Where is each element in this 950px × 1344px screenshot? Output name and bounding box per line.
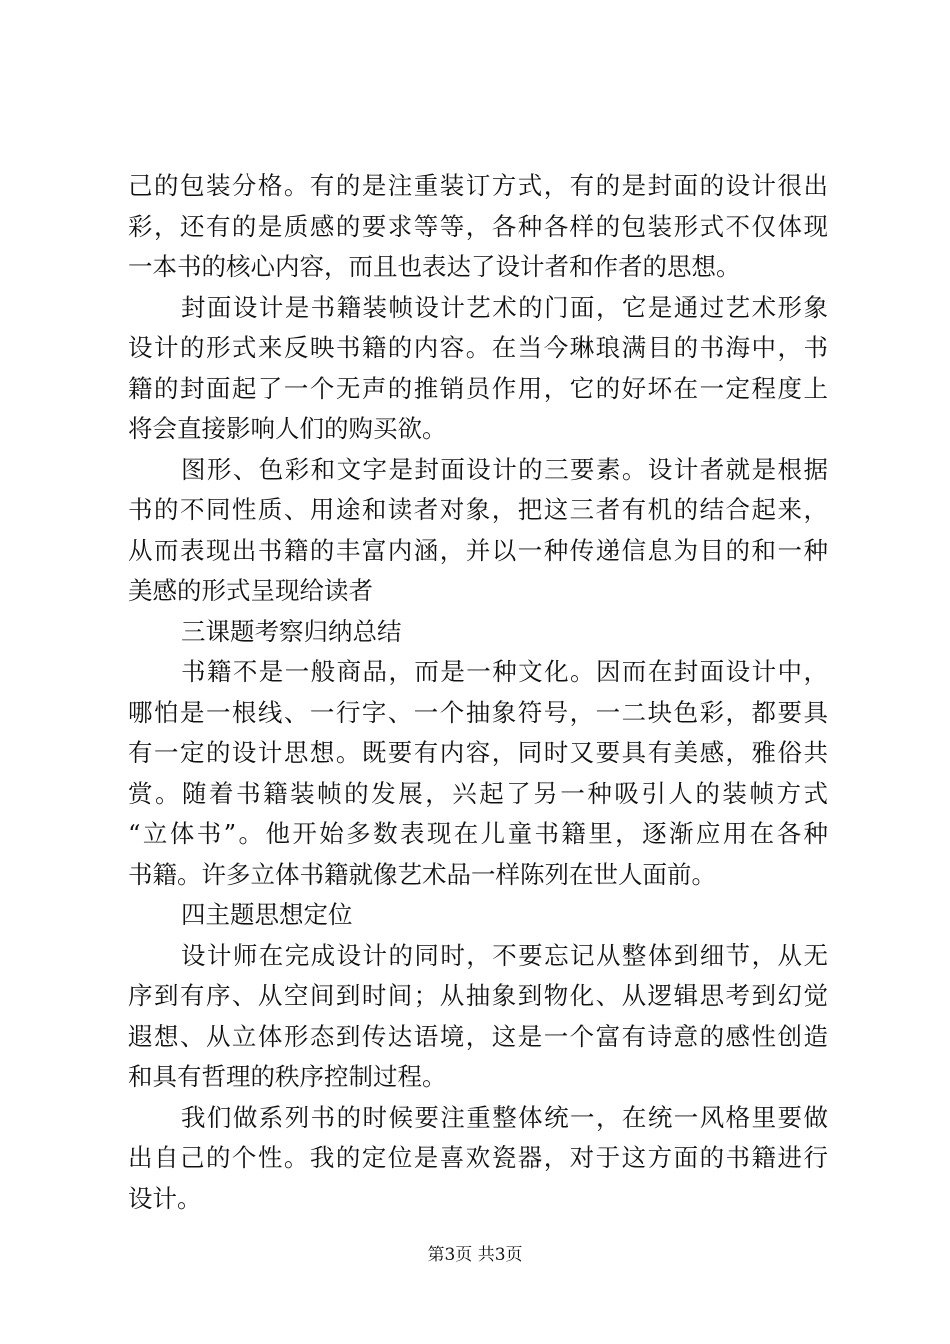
section-heading: 三课题考察归纳总结: [181, 616, 402, 646]
text-line: 和具有哲理的秩序控制过程。: [128, 1062, 447, 1091]
page-footer: [0, 1243, 950, 1267]
text-line: 从而表现出书籍的丰富内涵，并以一种传递信息为目的和一种: [128, 535, 828, 565]
text-line: 封面设计是书籍装帧设计艺术的门面，它是通过艺术形象: [181, 292, 828, 322]
text-line: “立体书”。他开始多数表现在儿童书籍里，逐渐应用在各种: [128, 819, 828, 848]
paragraph: [128, 652, 828, 895]
text-line: 书籍不是一般商品，而是一种文化。因而在封面设计中，: [181, 657, 828, 686]
document-body: [128, 166, 828, 1219]
paragraph: [128, 450, 828, 612]
text-line: 美感的形式呈现给读者: [128, 576, 373, 605]
text-line: 设计师在完成设计的同时，不要忘记从整体到细节，从无: [181, 940, 828, 970]
paragraph: [128, 166, 828, 288]
text-line: 哪怕是一根线、一行字、一个抽象符号，一二块色彩，都要具: [128, 697, 828, 727]
text-line: 图形、色彩和文字是封面设计的三要素。设计者就是根据: [181, 454, 828, 484]
text-line: 籍的封面起了一个无声的推销员作用，它的好坏在一定程度上: [128, 373, 828, 403]
text-line: 设计的形式来反映书籍的内容。在当今琳琅满目的书海中，书: [128, 333, 828, 362]
paragraph: [128, 936, 828, 1098]
paragraph: [128, 1098, 828, 1220]
section-heading: 四主题思想定位: [181, 900, 353, 929]
text-line: 序到有序、从空间到时间；从抽象到物化、从逻辑思考到幻觉: [128, 981, 828, 1010]
text-line: 我们做系列书的时候要注重整体统一，在统一风格里要做: [181, 1102, 828, 1132]
text-line: 有一定的设计思想。既要有内容，同时又要具有美感，雅俗共: [128, 738, 828, 767]
text-line: 书的不同性质、用途和读者对象，把这三者有机的结合起来，: [128, 495, 828, 524]
paragraph: [128, 288, 828, 450]
page-number-label: 第3页 共3页: [427, 1245, 523, 1265]
text-line: 遐想、从立体形态到传达语境，这是一个富有诗意的感性创造: [128, 1021, 828, 1051]
text-line: 将会直接影响人们的购买欲。: [128, 414, 447, 443]
text-line: 设计。: [128, 1183, 202, 1213]
text-line: 一本书的核心内容，而且也表达了设计者和作者的思想。: [128, 252, 741, 281]
text-line: 己的包装分格。有的是注重装订方式，有的是封面的设计很出: [128, 171, 828, 200]
text-line: 书籍。许多立体书籍就像艺术品一样陈列在世人面前。: [128, 859, 716, 889]
text-line: 出自己的个性。我的定位是喜欢瓷器，对于这方面的书籍进行: [128, 1143, 828, 1172]
text-line: 彩，还有的是质感的要求等等，各种各样的包装形式不仅体现: [128, 211, 828, 241]
text-line: 赏。随着书籍装帧的发展，兴起了另一种吸引人的装帧方式: [128, 778, 828, 808]
